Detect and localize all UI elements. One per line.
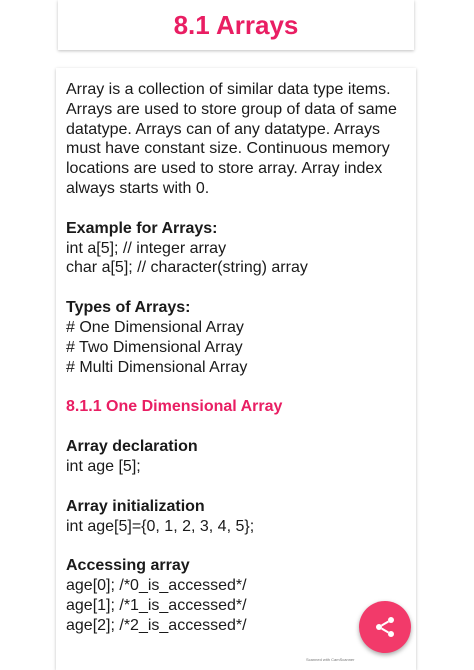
example-section	[66, 219, 406, 278]
types-title: Types of Arrays:	[66, 299, 191, 317]
title-card	[58, 0, 414, 50]
initialization-title: Array initialization	[66, 497, 205, 515]
share-button[interactable]	[359, 601, 411, 653]
accessing-line: age[0]; /*0_is_accessed*/	[66, 577, 247, 595]
types-line: # Two Dimensional Array	[66, 338, 243, 356]
declaration-title: Array declaration	[66, 438, 198, 456]
example-line: int a[5]; // integer array	[66, 239, 227, 257]
accessing-title: Accessing array	[66, 557, 190, 575]
declaration-section	[66, 437, 406, 477]
accessing-line: age[1]; /*1_is_accessed*/	[66, 596, 247, 614]
types-line: # Multi Dimensional Array	[66, 358, 248, 376]
content-body	[56, 68, 416, 636]
intro-paragraph: Array is a collection of similar data type items. Arrays are used to store group of data of same datatype. Arrays can of any datatype. Arrays must have constant size. Continuous memory locations are used to store array. Array index always starts with 0.	[66, 81, 397, 197]
example-title: Example for Arrays:	[66, 219, 218, 237]
types-section	[66, 298, 406, 377]
initialization-line: int age[5]={0, 1, 2, 3, 4, 5};	[66, 517, 255, 535]
types-line: # One Dimensional Array	[66, 318, 244, 336]
subsection-title: 8.1.1 One Dimensional Array	[66, 398, 283, 416]
declaration-line: int age [5];	[66, 457, 141, 475]
example-line: char a[5]; // character(string) array	[66, 259, 308, 277]
scanner-watermark: Scanned with CamScanner	[306, 657, 355, 662]
share-icon	[373, 615, 397, 639]
accessing-line: age[2]; /*2_is_accessed*/	[66, 616, 247, 634]
accessing-section	[66, 556, 406, 635]
content-card	[56, 68, 416, 670]
page-title: 8.1 Arrays	[173, 9, 299, 40]
initialization-section	[66, 497, 406, 537]
